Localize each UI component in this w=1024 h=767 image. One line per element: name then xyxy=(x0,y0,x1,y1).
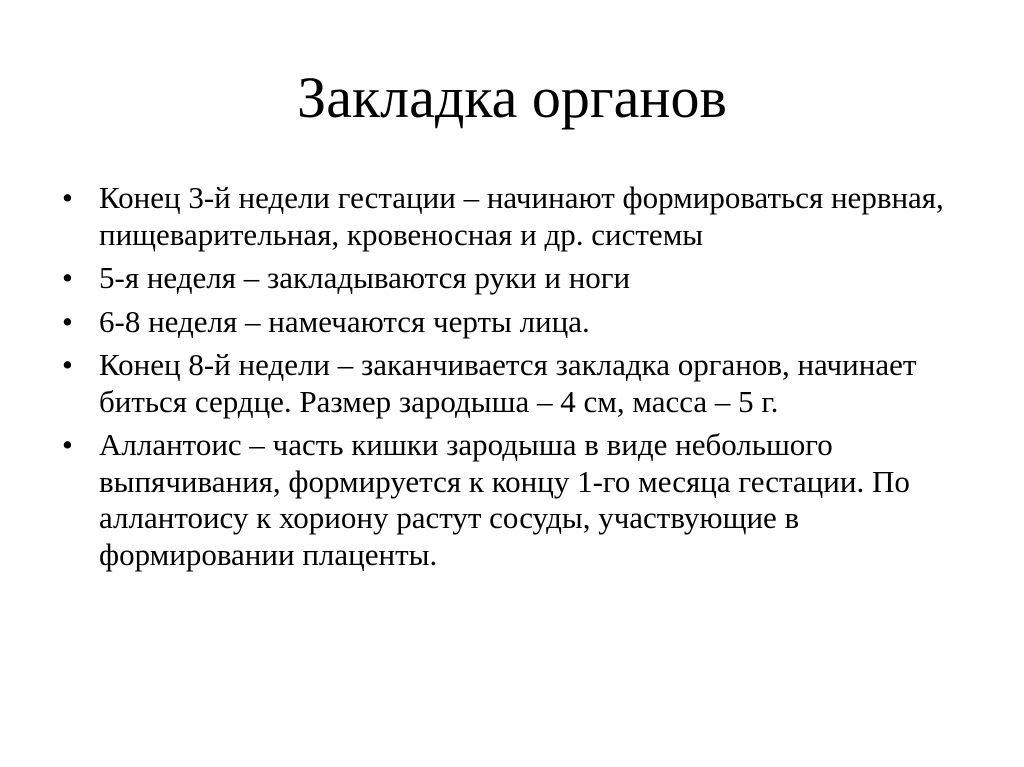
bullet-dot-icon: • xyxy=(62,180,73,215)
bullet-text: Аллантоис – часть кишки зародыша в виде небольшого выпячивания, формируется к концу 1-го месяца гестации. По аллантоису к хориону растут сосуды, участвующие в формировании плаценты. xyxy=(99,427,910,572)
bullet-text: 5-я неделя – закладываются руки и ноги xyxy=(99,260,631,295)
bullet-text: Конец 8-й недели – заканчивается закладка органов, начинает биться сердце. Размер зародыша – 4 см, масса – 5 г. xyxy=(99,347,917,419)
bullet-dot-icon: • xyxy=(62,260,73,295)
bullet-item xyxy=(62,304,962,341)
bullet-item xyxy=(62,260,962,297)
bullet-dot-icon: • xyxy=(62,303,73,339)
bullet-item xyxy=(62,427,962,573)
bullet-text: 6-8 неделя – намечаются черты лица. xyxy=(99,303,590,339)
bullet-item xyxy=(62,347,962,420)
bullet-dot-icon: • xyxy=(62,347,73,382)
bullet-dot-icon: • xyxy=(62,427,73,462)
bullet-text: Конец 3-й недели гестации – начинают формироваться нервная, пищеварительная, кровеносная и др. системы xyxy=(99,180,944,252)
slide-title: Закладка органов xyxy=(297,65,727,130)
bullet-list xyxy=(62,180,962,580)
bullet-item xyxy=(62,180,962,253)
